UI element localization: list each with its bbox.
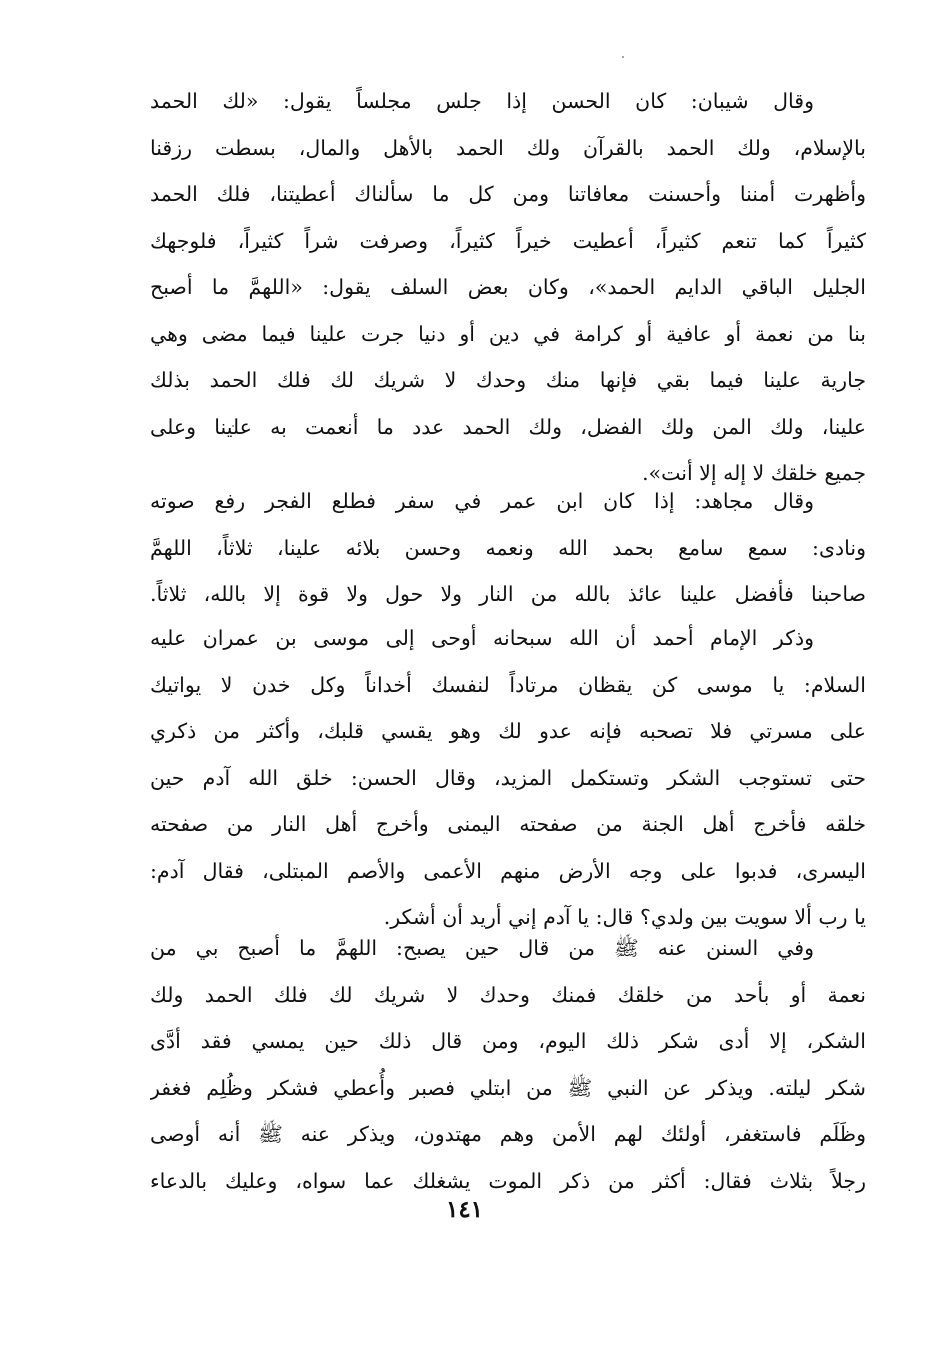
paragraph-sunan xyxy=(150,925,866,1204)
text-line: خلقه فأخرج أهل الجنة من صفحته اليمنى وأخرج أهل النار من صفحته xyxy=(150,812,866,836)
text-line: حتى تستوجب الشكر وتستكمل المزيد، وقال الحسن: خلق الله آدم حين xyxy=(150,765,866,790)
text-line: وقال شيبان: كان الحسن إذا جلس مجلساً يقول: «لك الحمد xyxy=(150,89,814,113)
text-line: وظَلَم فاستغفر، أولئك لهم الأمن وهم مهتدون، ويذكر عنه ﷺ أنه أوصى xyxy=(150,1122,866,1146)
text-line: رجلاً بثلاث فقال: أكثر من ذكر الموت يشغلك عما سواه، وعليك بالدعاء xyxy=(150,1168,866,1193)
text-line: وفي السنن عنه ﷺ من قال حين يصبح: اللهمَّ ما أصبح بي من xyxy=(150,936,814,960)
text-line: ونادى: سمع سامع بحمد الله ونعمه وحسن بلائه علينا، ثلاثاً، اللهمَّ xyxy=(150,535,866,560)
text-line: وذكر الإمام أحمد أن الله سبحانه أوحى إلى موسى بن عمران عليه xyxy=(150,626,814,650)
paper-speck xyxy=(622,56,624,58)
text-line: اليسرى، فدبوا على وجه الأرض منهم الأعمى والأصم المبتلى، فقال آدم: xyxy=(150,858,866,883)
text-line: جميع خلقك لا إله إلا أنت». xyxy=(642,461,866,485)
text-line: السلام: يا موسى كن يقظان مرتاداً لنفسك أخداناً وكل خدن لا يواتيك xyxy=(150,672,866,697)
text-line: شكر ليلته. ويذكر عن النبي ﷺ من ابتلي فصبر وأُعطي فشكر وظُلِم فغفر xyxy=(150,1075,866,1100)
text-line: وأظهرت أمننا وأحسنت معافاتنا ومن كل ما سألناك أعطيتنا، فلك الحمد xyxy=(150,182,866,206)
paragraph-praise-hasan xyxy=(150,78,866,497)
page-number: ١٤١ xyxy=(445,1196,484,1223)
text-line: على مسرتي فلا تصحبه فإنه عدو لك وهو يقسي قلبك، وأكثر من ذكري xyxy=(150,719,866,743)
text-line: جارية علينا فيما بقي فإنها منك وحدك لا شريك لك فلك الحمد بذلك xyxy=(150,368,866,392)
text-line: وقال مجاهد: إذا كان ابن عمر في سفر فطلع الفجر رفع صوته xyxy=(150,489,814,513)
text-line: كثيراً كما تنعم كثيراً، أعطيت خيراً كثيراً، وصرفت شراً كثيراً، فلوجهك xyxy=(150,228,866,253)
paragraph-mujahid xyxy=(150,478,866,618)
text-line: الشكر، إلا أدى شكر ذلك اليوم، ومن قال ذلك حين يمسي فقد أدَّى xyxy=(150,1029,866,1053)
paragraph-imam-ahmad xyxy=(150,615,866,941)
text-line: نعمة أو بأحد من خلقك فمنك وحدك لا شريك لك فلك الحمد ولك xyxy=(150,982,866,1007)
text-line: صاحبنا فأفضل علينا عائذ بالله من النار ولا حول ولا قوة إلا بالله، ثلاثاً. xyxy=(150,582,866,606)
text-line: بالإسلام، ولك الحمد بالقرآن ولك الحمد بالأهل والمال، بسطت رزقنا xyxy=(150,135,866,160)
text-line: بنا من نعمة أو عافية أو كرامة في دين أو دنيا جرت علينا فيما مضى وهي xyxy=(150,321,866,346)
text-line: يا رب ألا سويت بين ولدي؟ قال: يا آدم إني أريد أن أشكر. xyxy=(383,905,866,929)
text-line: الجليل الباقي الدايم الحمد»، وكان بعض السلف يقول: «اللهمَّ ما أصبح xyxy=(150,275,866,299)
text-line: علينا، ولك المن ولك الفضل، ولك الحمد عدد ما أنعمت به علينا وعلى xyxy=(150,414,866,439)
